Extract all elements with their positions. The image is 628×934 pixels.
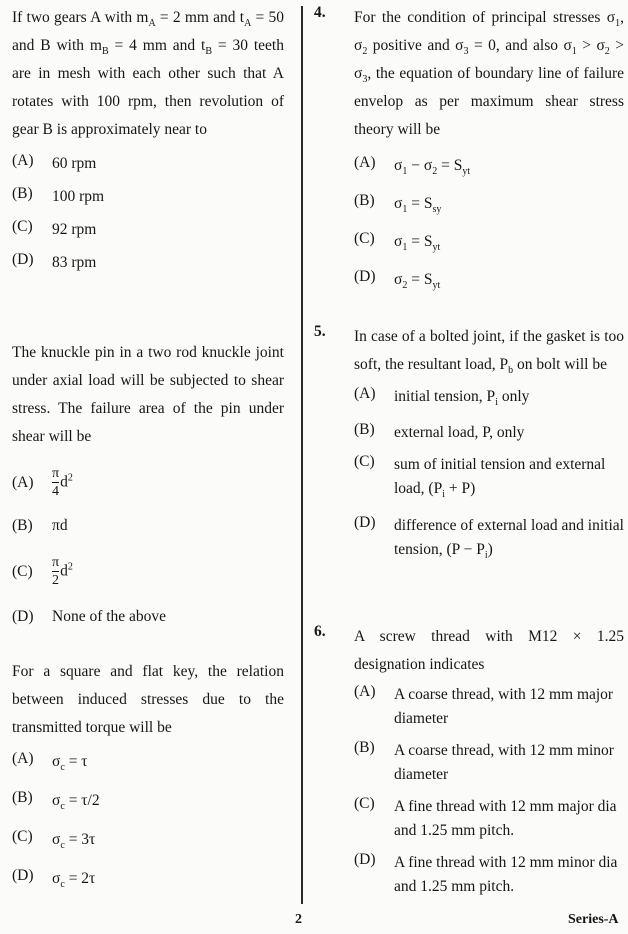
fraction: $\frac{\pi}{2}$ — [52, 555, 60, 588]
option-b[interactable]: (B) $\sigma_c = \tau/2$ — [12, 789, 100, 813]
question-stem: In case of a bolted joint, if the gasket is too soft, the resultant load, $P_b$ on bolt will be — [354, 328, 624, 377]
option-d[interactable]: (D) 83 rpm — [12, 251, 97, 271]
option-c[interactable]: (C) $\frac{\pi}{2}$ $d^2$ — [12, 555, 73, 588]
question-number: 5. — [314, 323, 326, 340]
option-b[interactable]: (B) 100 rpm — [12, 185, 105, 205]
option-b[interactable]: (B) $\sigma_1 = S_{sy}$ — [354, 192, 442, 216]
option-a[interactable]: (A) $\sigma_c = \tau$ — [12, 750, 88, 774]
option-d[interactable]: (D) A fine thread with 12 mm minor dia and 1.25 mm pitch. — [354, 851, 618, 895]
question-knuckle — [12, 339, 284, 637]
option-b[interactable]: (B) πd — [12, 517, 68, 534]
question-key — [12, 658, 284, 906]
option-c[interactable]: (C) A fine thread with 12 mm major dia and 1.25 mm pitch. — [354, 795, 617, 839]
option-d[interactable]: (D) $\sigma_2 = S_{yt}$ — [354, 268, 441, 292]
question-stem: If two gears A with $m_A = 2$ mm and $t_A = 50$ and B with $m_B = 4$ mm and $t_B = 30$ teeth are in mesh with each other such that A rotates with 100 rpm, then revolution of gear B is approximately near to — [12, 9, 285, 138]
question-5 — [314, 323, 624, 570]
question-stem: For the condition of principal stresses $\sigma_1$, $\sigma_2$ positive and $\sigma_3 = 0$, and also $\sigma_1 > \sigma_2 > \sigma_3$, the equation of boundary line of failure envelop as per maximum shear stress theory will be — [354, 9, 624, 138]
question-stem: A screw thread with M12 × 1.25 designation indicates — [354, 628, 624, 673]
option-c[interactable]: (C) $\sigma_c = 3\tau$ — [12, 828, 96, 852]
question-gears — [12, 4, 284, 284]
option-c[interactable]: (C) sum of initial tension and external load, $(P_i + P)$ — [354, 453, 606, 501]
option-a[interactable]: (A) A coarse thread, with 12 mm major diameter — [354, 683, 614, 727]
option-a[interactable]: (A) 60 rpm — [12, 152, 97, 172]
question-6 — [314, 623, 624, 907]
option-b[interactable]: (B) external load, P, only — [354, 421, 525, 441]
option-a[interactable]: (A) $\sigma_1 - \sigma_2 = S_{yt}$ — [354, 154, 471, 178]
option-d[interactable]: (D) difference of external load and initial tension, $(P - P_i)$ — [354, 514, 624, 562]
question-4 — [314, 4, 624, 306]
fraction: $\frac{\pi}{4}$ — [52, 466, 60, 499]
question-number: 6. — [314, 623, 326, 640]
question-number: 4. — [314, 4, 326, 21]
option-c[interactable]: (C) 92 rpm — [12, 218, 97, 238]
option-a[interactable]: (A) $\frac{\pi}{4}$ $d^2$ — [12, 466, 73, 499]
series-label: Series-A — [568, 912, 619, 927]
question-stem: For a square and flat key, the relation between induced stresses due to the transmitted torque will be — [12, 663, 284, 736]
option-d[interactable]: (D) $\sigma_c = 2\tau$ — [12, 867, 96, 891]
option-d[interactable]: (D) None of the above — [12, 608, 167, 625]
option-a[interactable]: (A) initial tension, $P_i$ only — [354, 385, 530, 409]
question-stem: The knuckle pin in a two rod knuckle joint under axial load will be subjected to shear stress. The failure area of the pin under shear will be — [12, 344, 284, 445]
option-b[interactable]: (B) A coarse thread, with 12 mm minor diameter — [354, 739, 614, 783]
option-c[interactable]: (C) $\sigma_1 = S_{yt}$ — [354, 230, 441, 254]
page-number: 2 — [295, 912, 302, 927]
column-divider — [301, 6, 303, 904]
